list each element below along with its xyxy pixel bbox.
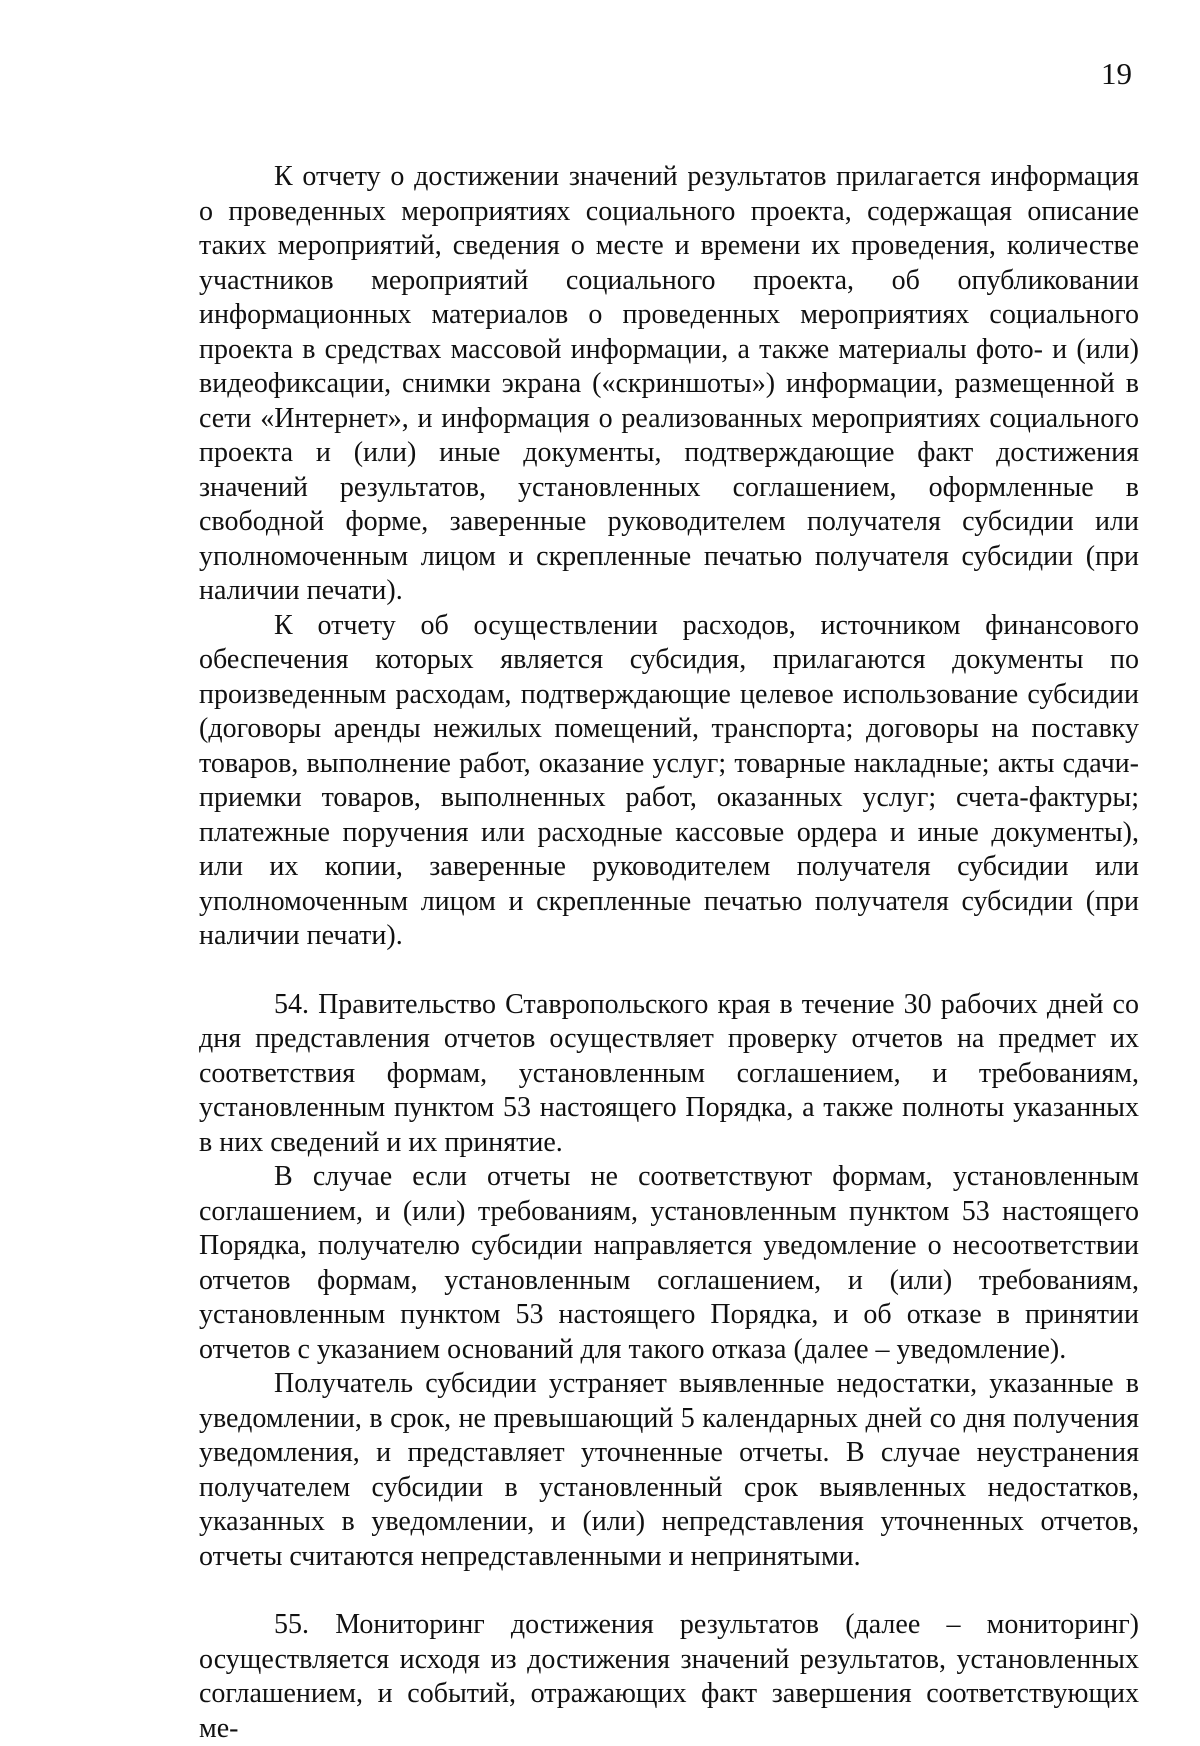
paragraph-clause-54: 54. Правительство Ставропольского края в течение 30 рабочих дней со дня представления отчетов осуществляет проверку отчетов на предмет их соответствия формам, установленным соглашением, и требованиям, установленным пунктом 53 настоящего Порядка, а также полноты указанных в них сведений и их принятие. — [199, 988, 1139, 1158]
paragraph-clause-55: 55. Мониторинг достижения результатов (далее – мониторинг) осуществляется исходя из достижения значений результатов, установленных соглашением, и событий, отражающих факт завершения соответствующих ме- — [199, 1609, 1139, 1744]
paragraph-noncompliance-notice: В случае если отчеты не соответствуют формам, установленным соглашением, и (или) требованиям, установленным пунктом 53 настоящего Порядка, получателю субсидии направляется уведомление о несоответствии отчетов формам, установленным соглашением, и (или) требованиям, установленным пунктом 53 настоящего Порядка, и об отказе в принятии отчетов с указанием оснований для такого отказа (далее – уведомление). — [199, 1161, 1139, 1365]
document-body — [199, 160, 1139, 1746]
paragraph-correction-deadline: Получатель субсидии устраняет выявленные недостатки, указанные в уведомлении, в срок, не превышающий 5 календарных дней со дня получения уведомления, и представляет уточненные отчеты. В случае неустранения получателем субсидии в установленный срок выявленных недостатков, указанных в уведомлении, и (или) непредставления уточненных отчетов, отчеты считаются непредставленными и непринятыми. — [199, 1368, 1139, 1572]
paragraph-report-expenses-attachments: К отчету об осуществлении расходов, источником финансового обеспечения которых является субсидия, прилагаются документы по произведенным расходам, подтверждающие целевое использование субсидии (договоры аренды нежилых помещений, транспорта; договоры на поставку товаров, выполнение работ, оказание услуг; товарные накладные; акты сдачи-приемки товаров, выполненных работ, оказанных услуг; счета-фактуры; платежные поручения или расходные кассовые ордера и иные документы), или их копии, заверенные руководителем получателя субсидии или уполномоченным лицом и скрепленные печатью получателя субсидии (при наличии печати). — [199, 609, 1139, 951]
page-number: 19 — [1101, 56, 1132, 91]
paragraph-report-results-attachments: К отчету о достижении значений результатов прилагается информация о проведенных мероприятиях социального проекта, содержащая описание таких мероприятий, сведения о месте и времени их проведения, количестве участников мероприятий социального проекта, об опубликовании информационных материалов о проведенных мероприятиях социального проекта в средствах массовой информации, а также материалы фото- и (или) видеофиксации, снимки экрана («скриншоты») информации, размещенной в сети «Интернет», и информация о реализованных мероприятиях социального проекта и (или) иные документы, подтверждающие факт достижения значений результатов, установленных соглашением, оформленные в свободной форме, заверенные руководителем получателя субсидии или уполномоченным лицом и скрепленные печатью получателя субсидии (при наличии печати). — [199, 161, 1139, 606]
